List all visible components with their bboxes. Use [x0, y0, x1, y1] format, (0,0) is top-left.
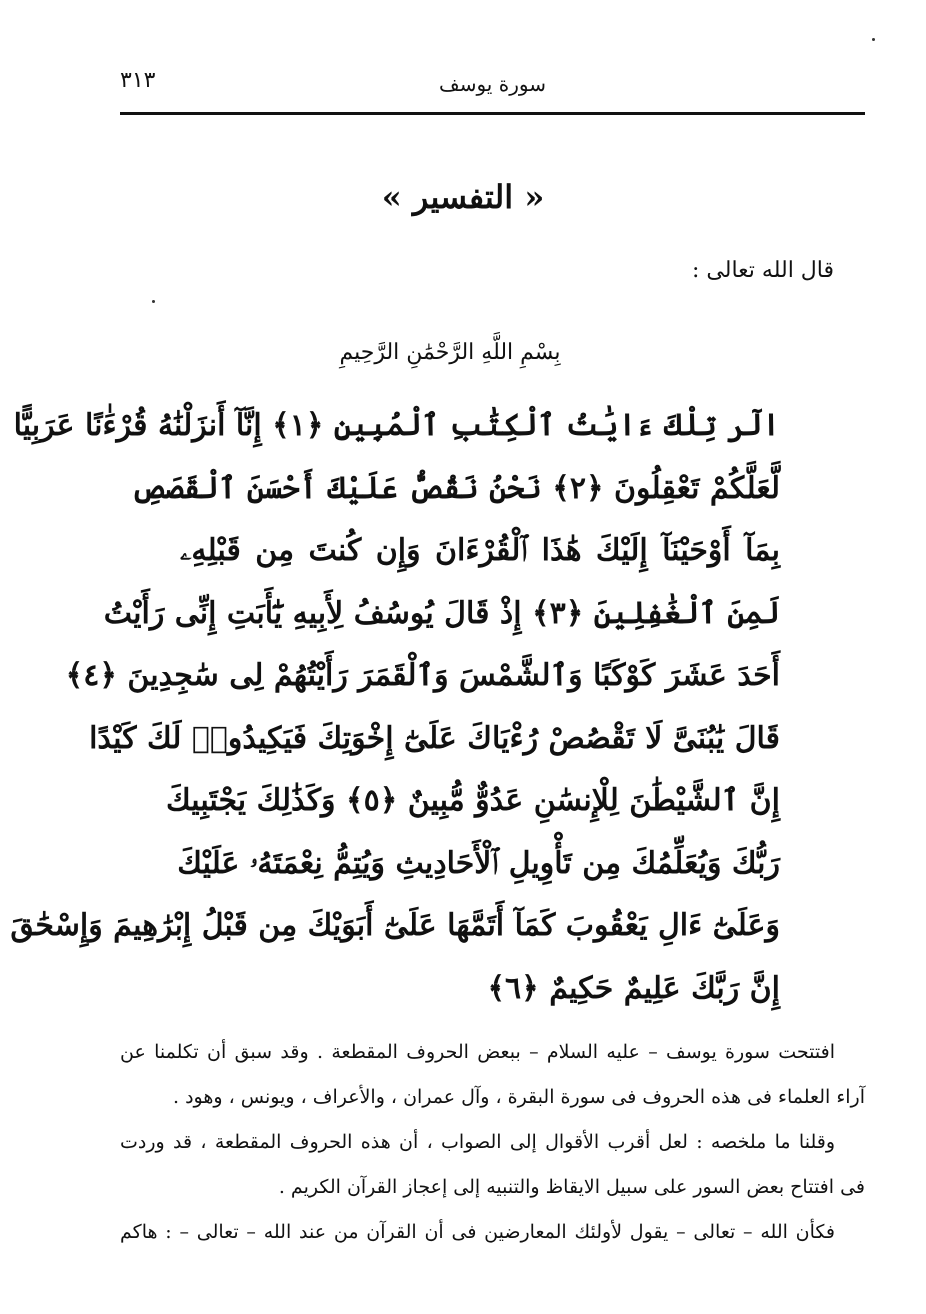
page-number: ٣١٣ — [120, 68, 156, 93]
commentary-paragraph — [120, 1030, 865, 1120]
commentary — [120, 1030, 865, 1255]
verse-line: رَبُّكَ وَيُعَلِّمُكَ مِن تَأْوِيلِ ٱلْأَحَادِيثِ وَيُتِمُّ نِعْمَتَهُۥ عَلَيْكَ — [177, 845, 780, 881]
header-rule — [120, 112, 865, 115]
verse-line: إِنَّ رَبَّكَ عَلِيمٌ حَكِيمٌ ﴿٦﴾ — [487, 970, 780, 1006]
verse-line: قَالَ يَٰبُنَىَّ لَا تَقْصُصْ رُءْيَاكَ عَلَىٰٓ إِخْوَتِكَ فَيَكِيدُوا۟ لَكَ كَيْدًا — [89, 720, 780, 756]
speck — [872, 38, 875, 41]
verse-line: لَمِنَ ٱلْغَٰفِلِينَ ﴿٣﴾ إِذْ قَالَ يُوسُفُ لِأَبِيهِ يَٰٓأَبَتِ إِنِّى رَأَيْتُ — [103, 595, 780, 631]
verse-line: إِنَّ ٱلشَّيْطَٰنَ لِلْإِنسَٰنِ عَدُوٌّ مُّبِينٌ ﴿٥﴾ وَكَذَٰلِكَ يَجْتَبِيكَ — [166, 783, 780, 818]
commentary-paragraph — [120, 1120, 865, 1210]
verse-line: الٓر تِلْكَ ءَايَٰتُ ٱلْكِتَٰبِ ٱلْمُبِينِ ﴿١﴾ إِنَّآ أَنزَلْنَٰهُ قُرْءَٰنًا عَرَبِيًّا — [13, 408, 780, 443]
running-header — [120, 60, 865, 112]
speck — [152, 300, 155, 303]
surah-title: سورة يوسف — [439, 72, 546, 96]
intro-line: قال الله تعالى : — [692, 258, 834, 283]
commentary-paragraph — [120, 1210, 865, 1255]
commentary-line: وقلنا ما ملخصه : لعل أقرب الأقوال إلى الصواب ، أن هذه الحروف المقطعة ، قد وردت — [120, 1131, 835, 1153]
verse-line: بِمَآ أَوْحَيْنَآ إِلَيْكَ هَٰذَا ٱلْقُرْءَانَ وَإِن كُنتَ مِن قَبْلِهِۦ — [180, 533, 780, 568]
commentary-line: افتتحت سورة يوسف – عليه السلام – ببعض الحروف المقطعة . وقد سبق أن تكلمنا عن — [120, 1041, 835, 1063]
quran-verses — [10, 395, 780, 1020]
section-title: « التفسير » — [381, 178, 545, 216]
commentary-line: آراء العلماء فى هذه الحروف فى سورة البقرة ، وآل عمران ، والأعراف ، ويونس ، وهود . — [173, 1086, 865, 1108]
verse-line: لَّعَلَّكُمْ تَعْقِلُونَ ﴿٢﴾ نَحْنُ نَقُصُّ عَلَيْكَ أَحْسَنَ ٱلْقَصَصِ — [130, 470, 780, 506]
commentary-line: فى افتتاح بعض السور على سبيل الايقاظ والتنبيه إلى إعجاز القرآن الكريم . — [278, 1176, 865, 1198]
commentary-line: فكأن الله – تعالى – يقول لأولئك المعارضين فى أن القرآن من عند الله – تعالى – : هاكم — [120, 1221, 835, 1243]
basmala: بِسْمِ اللَّهِ الرَّحْمَٰنِ الرَّحِيمِ — [339, 340, 561, 365]
verse-line: أَحَدَ عَشَرَ كَوْكَبًا وَٱلشَّمْسَ وَٱلْقَمَرَ رَأَيْتُهُمْ لِى سَٰجِدِينَ ﴿٤﴾ — [65, 658, 780, 693]
verse-line: وَعَلَىٰٓ ءَالِ يَعْقُوبَ كَمَآ أَتَمَّهَا عَلَىٰٓ أَبَوَيْكَ مِن قَبْلُ إِبْرَٰهِيمَ وَإِسْحَٰقَ — [10, 908, 780, 943]
